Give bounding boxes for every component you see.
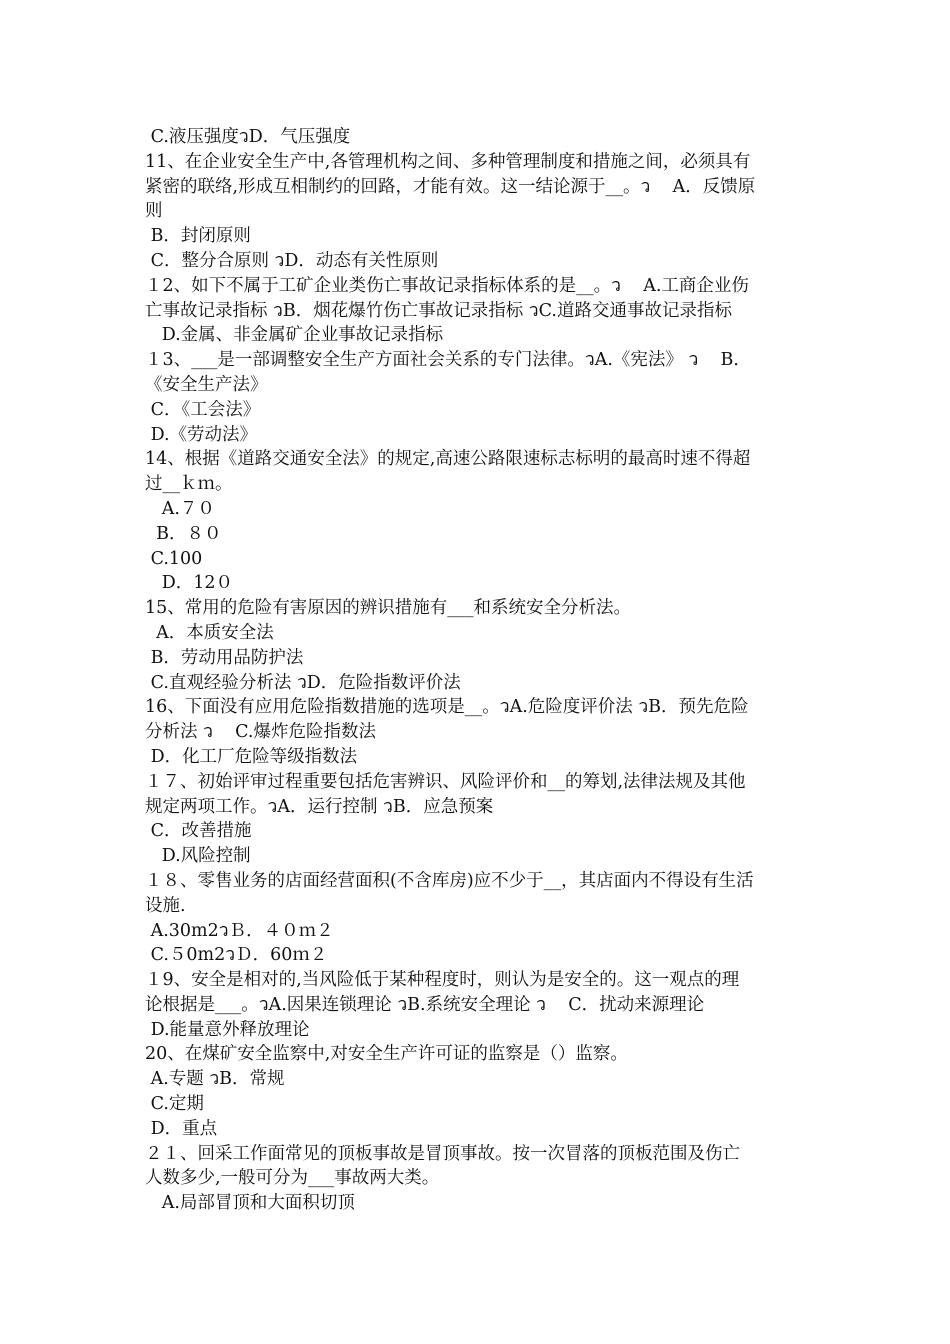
text-line: B．封闭原则 (145, 226, 251, 247)
text-line: 分析法 ว C.爆炸危险指数法 (145, 722, 376, 743)
text-line: 15、常用的危险有害原因的辨识措施有___和系统安全分析法。 (145, 598, 632, 619)
text-line: C.直观经验分析法 วD．危险指数评价法 (145, 672, 461, 693)
text-line: 紧密的联络,形成互相制约的回路，才能有效。这一结论源于__。ว A．反馈原 (145, 176, 756, 197)
text-line: D.能量意外释放理论 (145, 1019, 310, 1040)
text-line: 设施. (145, 895, 186, 916)
text-line: D．重点 (145, 1118, 218, 1139)
text-line: １3、___是一部调整安全生产方面社会关系的专门法律。วA.《宪法》 ว B． (145, 350, 751, 371)
text-line: １9、安全是相对的,当风险低于某种程度时，则认为是安全的。这一观点的理 (145, 970, 740, 991)
text-line: A.局部冒顶和大面积切顶 (145, 1193, 355, 1214)
text-line: 则 (145, 201, 163, 222)
text-line: 论根据是___。วA.因果连锁理论 วB.系统安全理论 ว C．扰动来源理论 (145, 994, 705, 1015)
text-line: １７、初始评审过程重要包括危害辨识、风险评价和__的筹划,法律法规及其他 (145, 771, 746, 792)
text-line: C.液压强度วD．气压强度 (145, 127, 351, 147)
document-body (145, 125, 810, 1216)
text-line: 亡事故记录指标 วB．烟花爆竹伤亡事故记录指标 วC.道路交通事故记录指标 (145, 300, 732, 321)
text-line: 14、根据《道路交通安全法》的规定,高速公路限速标志标明的最高时速不得超 (145, 449, 751, 470)
text-line: A.30m2วＢ．４０ｍ２ (145, 920, 334, 941)
text-line: 16、下面没有应用危险指数措施的选项是__。วA.危险度评价法 วB．预先危险 (145, 697, 749, 718)
text-line: C.５0m2วＤ．60ｍ２ (145, 945, 328, 966)
text-line: 11、在企业安全生产中,各管理机构之间、多种管理制度和措施之间，必须具有 (145, 151, 751, 172)
text-line: 过__ｋｍ。 (145, 474, 233, 495)
text-line: A.７０ (145, 498, 215, 519)
text-line: C．改善措施 (145, 821, 252, 842)
text-line: 规定两项工作。วA．运行控制 วB．应急预案 (145, 796, 494, 817)
text-line: C．《工会法》 (145, 399, 261, 420)
text-line: B．８０ (145, 523, 222, 544)
text-line: D.《劳动法》 (145, 424, 258, 445)
text-line: B．劳动用品防护法 (145, 647, 304, 668)
text-line: A.专题 วB．常规 (145, 1069, 285, 1090)
text-line: 20、在煤矿安全监察中,对安全生产许可证的监察是（）监察。 (145, 1044, 628, 1065)
text-line: D．化工厂危险等级指数法 (145, 746, 358, 767)
text-line: ２１、回采工作面常见的顶板事故是冒顶事故。按一次冒落的顶板范围及伤亡 (145, 1143, 740, 1164)
text-line: D.金属、非金属矿企业事故记录指标 (145, 325, 444, 346)
text-line: C．整分合原则 วD．动态有关性原则 (145, 250, 439, 271)
text-line: A．本质安全法 (145, 622, 274, 643)
text-line: １2、如下不属于工矿企业类伤亡事故记录指标体系的是__。ว A.工商企业伤 (145, 275, 749, 296)
text-line: C.定期 (145, 1094, 204, 1115)
text-line: D.风险控制 (145, 846, 251, 867)
text-line: 《安全生产法》 (145, 374, 268, 395)
text-line: D．12０ (145, 573, 233, 594)
text-line: 人数多少,一般可分为___事故两大类。 (145, 1168, 440, 1189)
text-line: １８、零售业务的店面经营面积(不含库房)应不少于__，其店面内不得设有生活 (145, 870, 754, 891)
text-line: C.100 (145, 548, 203, 569)
